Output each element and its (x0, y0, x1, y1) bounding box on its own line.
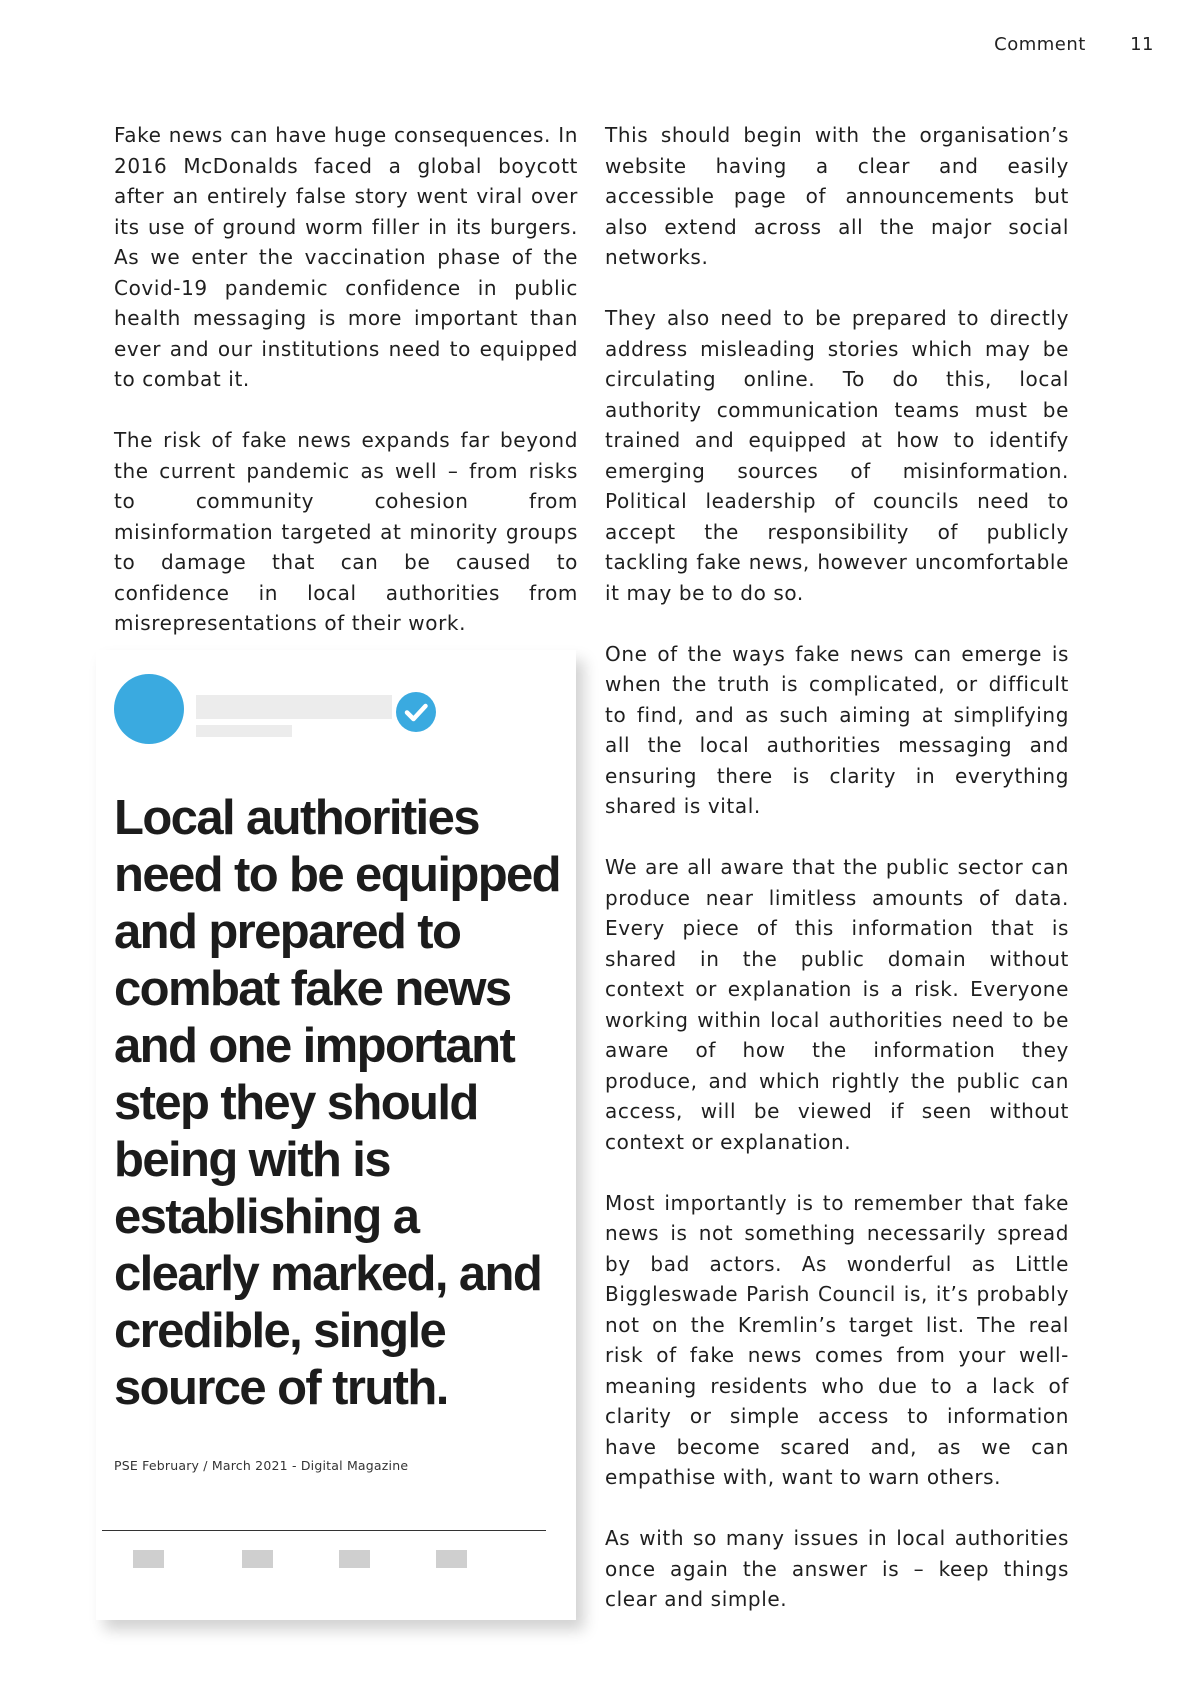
page-header (994, 34, 1154, 55)
pull-quote: Local authorities need to be equipped and prepared to combat fake news and one important step they should being with is establishing a clearly marked, and credible, single source of truth. (114, 791, 561, 1415)
handle-placeholder (196, 725, 292, 737)
tweet-quote-card (96, 650, 576, 1620)
section-label: Comment (994, 34, 1086, 55)
share-icon[interactable] (436, 1550, 467, 1568)
quote-source: PSE February / March 2021 - Digital Magazine (114, 1458, 409, 1473)
right-paragraph-5: Most importantly is to remember that fake news is not something necessarily spread by bad actors. As wonderful as Little Biggleswade Parish Council is, it’s probably not on the Kremlin’s target list. The real risk of fake news comes from your well-meaning residents who due to a lack of clarity or simple access to information have become scared and, as we can empathise with, want to warn others. (605, 1190, 1069, 1489)
left-paragraph-2: The risk of fake news expands far beyond the current pandemic as well – from risks to community cohesion from misinformation targeted at minority groups to damage that can be caused to confidence in local authorities from misrepresentations of their work. (114, 428, 578, 635)
right-column (605, 120, 1069, 1645)
retweet-icon[interactable] (242, 1550, 273, 1568)
page-number: 11 (1130, 34, 1154, 55)
check-badge-icon (396, 692, 436, 732)
right-paragraph-3: One of the ways fake news can emerge is when the truth is complicated, or difficult to find, and as such aiming at simplifying all the local authorities messaging and ensuring there is clarity in everything shared is vital. (605, 641, 1069, 818)
right-paragraph-4: We are all aware that the public sector can produce near limitless amounts of data. Every piece of this information that is shared in the public domain without context or explanation is a risk. Everyone working within local authorities need to be aware of how the information they produce, and which rightly the public can access, will be viewed if seen without context or explanation. (605, 855, 1069, 1154)
left-paragraph-1: Fake news can have huge consequences. In 2016 McDonalds faced a global boycott after an entirely false story went viral over its use of ground worm filler in its burgers. As we enter the vaccination phase of the Covid-19 pandemic confidence in public health messaging is more important than ever and our institutions need to equipped to combat it. (114, 123, 578, 391)
left-column (114, 120, 578, 669)
avatar (114, 674, 184, 744)
right-paragraph-2: They also need to be prepared to directly address misleading stories which may be circulating online. To do this, local authority communication teams must be trained and equipped at how to identify emerging sources of misinformation. Political leadership of councils need to accept the responsibility of publicly tackling fake news, however uncomfortable it may be to do so. (605, 306, 1069, 605)
card-divider (102, 1530, 546, 1531)
like-icon[interactable] (339, 1550, 370, 1568)
name-placeholder (196, 695, 392, 719)
right-paragraph-1: This should begin with the organisation’s website having a clear and easily accessible page of announcements but also extend across all the major social networks. (605, 123, 1069, 269)
reply-icon[interactable] (133, 1550, 164, 1568)
right-paragraph-6: As with so many issues in local authorities once again the answer is – keep things clear and simple. (605, 1526, 1069, 1611)
